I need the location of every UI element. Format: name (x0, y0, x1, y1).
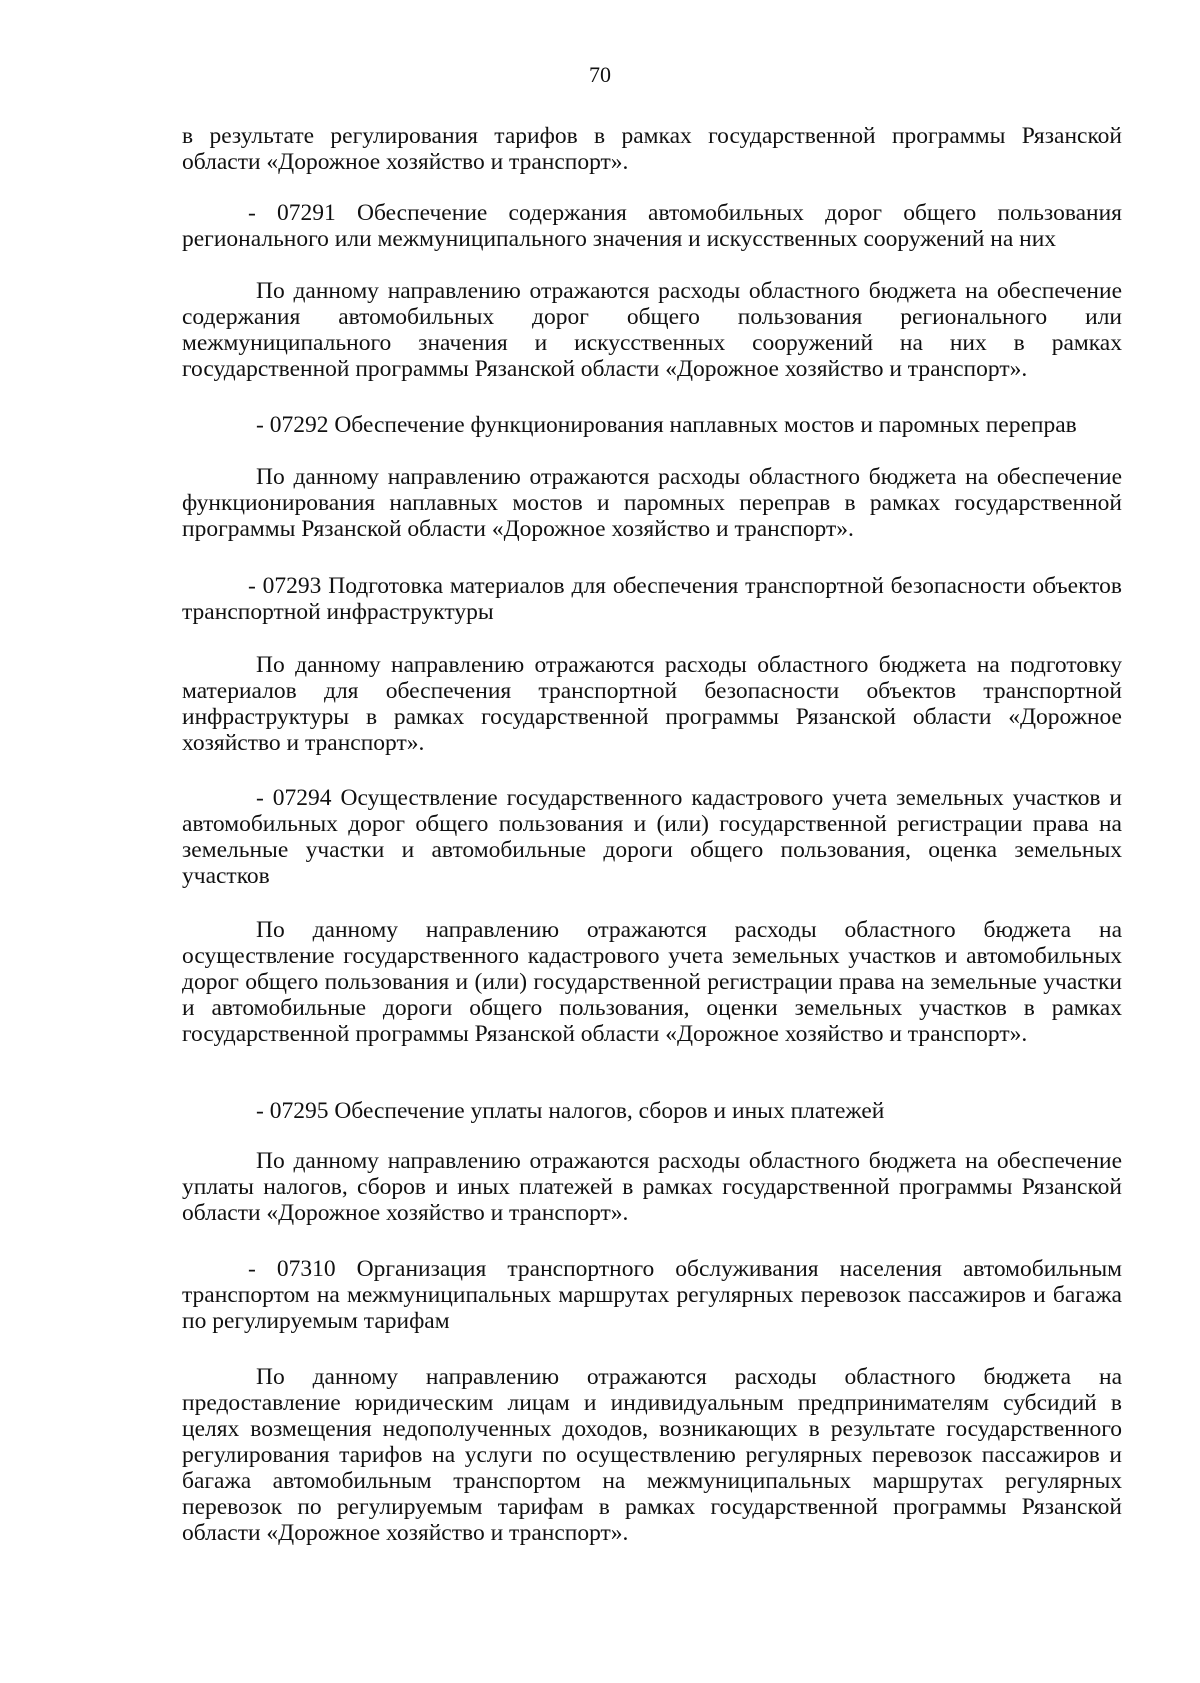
heading-07294: - 07294 Осуществление государственного кадастрового учета земельных участков и автомобильных дорог общего пользования и (или) государственной регистрации права на земельные участки и автомобильные дороги общего пользования, оценка земельных участков (182, 785, 1122, 889)
paragraph-07292: По данному направлению отражаются расходы областного бюджета на обеспечение функционирования наплавных мостов и паромных переправ в рамках государственной программы Рязанской области «Дорожное хозяйство и транспорт». (182, 464, 1122, 542)
paragraph-07293: По данному направлению отражаются расходы областного бюджета на подготовку материалов для обеспечения транспортной безопасности объектов транспортной инфраструктуры в рамках государственной программы Рязанской области «Дорожное хозяйство и транспорт». (182, 652, 1122, 756)
paragraph-07295: По данному направлению отражаются расходы областного бюджета на обеспечение уплаты налогов, сборов и иных платежей в рамках государственной программы Рязанской области «Дорожное хозяйство и транспорт». (182, 1148, 1122, 1226)
heading-07295: - 07295 Обеспечение уплаты налогов, сборов и иных платежей (256, 1098, 885, 1124)
paragraph-07310: По данному направлению отражаются расходы областного бюджета на предоставление юридическим лицам и индивидуальным предпринимателям субсидий в целях возмещения недополученных доходов, возникающих в результате государственного регулирования тарифов на услуги по осуществлению регулярных перевозок пассажиров и багажа автомобильным транспортом на межмуниципальных маршрутах регулярных перевозок по регулируемым тарифам в рамках государственной программы Рязанской области «Дорожное хозяйство и транспорт». (182, 1364, 1122, 1546)
heading-07293: - 07293 Подготовка материалов для обеспечения транспортной безопасности объектов транспортной инфраструктуры (182, 573, 1122, 625)
heading-07292: - 07292 Обеспечение функционирования наплавных мостов и паромных переправ (256, 412, 1077, 438)
paragraph-continuation: в результате регулирования тарифов в рамках государственной программы Рязанской области «Дорожное хозяйство и транспорт». (182, 123, 1122, 175)
paragraph-07291: По данному направлению отражаются расходы областного бюджета на обеспечение содержания автомобильных дорог общего пользования регионального или межмуниципального значения и искусственных сооружений на них в рамках государственной программы Рязанской области «Дорожное хозяйство и транспорт». (182, 278, 1122, 382)
page-number: 70 (589, 62, 611, 87)
heading-07291: - 07291 Обеспечение содержания автомобильных дорог общего пользования регионального или межмуниципального значения и искусственных сооружений на них (182, 200, 1122, 252)
heading-07310: - 07310 Организация транспортного обслуживания населения автомобильным транспортом на межмуниципальных маршрутах регулярных перевозок пассажиров и багажа по регулируемым тарифам (182, 1256, 1122, 1334)
paragraph-07294: По данному направлению отражаются расходы областного бюджета на осуществление государственного кадастрового учета земельных участков и автомобильных дорог общего пользования и (или) государственной регистрации права на земельные участки и автомобильные дороги общего пользования, оценки земельных участков в рамках государственной программы Рязанской области «Дорожное хозяйство и транспорт». (182, 917, 1122, 1047)
